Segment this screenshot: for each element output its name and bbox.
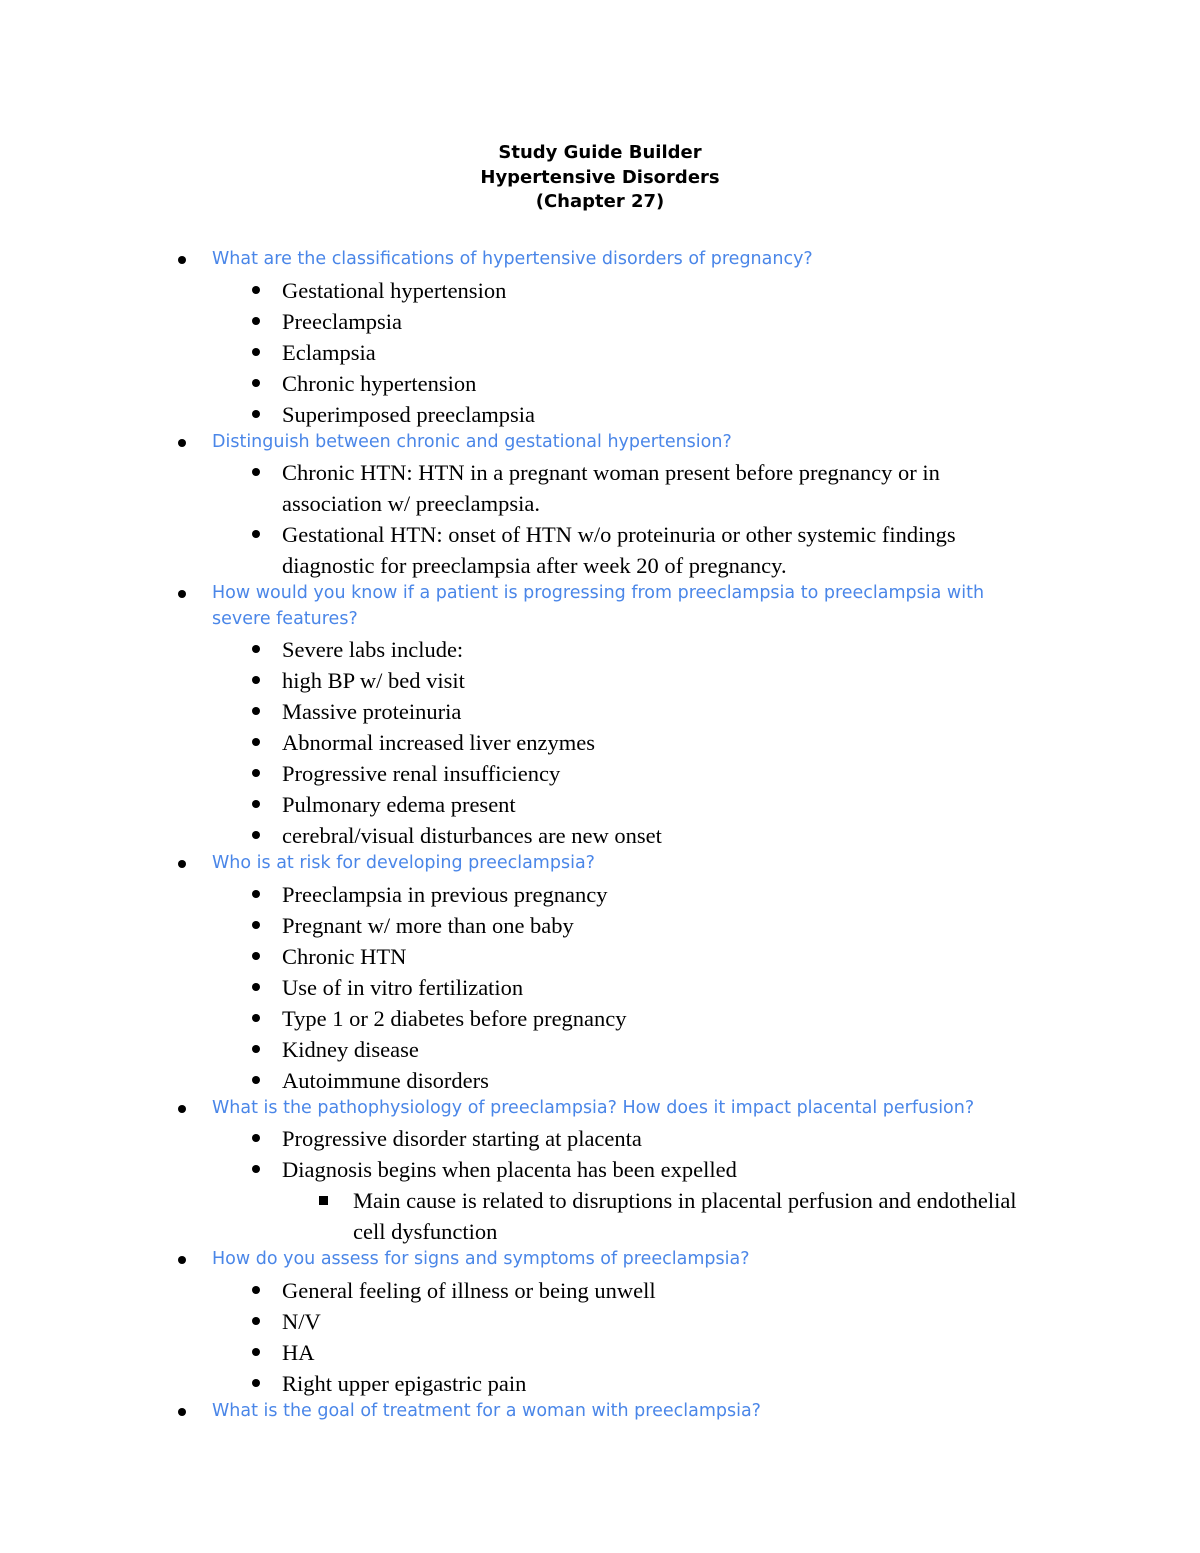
question-text: What are the classifications of hypertensive disorders of pregnancy? [212, 249, 813, 269]
bullet-icon [252, 1076, 260, 1084]
chapter-line: (Chapter 27) [535, 191, 665, 212]
bullet-icon [252, 1317, 260, 1325]
answer-item [0, 1368, 1200, 1399]
answer-item [0, 910, 1200, 941]
answer-item [0, 1306, 1200, 1337]
answer-item [0, 820, 1200, 851]
question-text: Distinguish between chronic and gestational hypertension? [212, 431, 732, 452]
answer-item [0, 727, 1200, 758]
bullet-icon [252, 707, 260, 715]
bullet-icon [252, 1134, 260, 1142]
bullet-icon [252, 769, 260, 777]
answer-text: Severe labs include: [282, 637, 464, 662]
answer-text: Preeclampsia in previous pregnancy [282, 881, 608, 907]
answer-item [0, 399, 1200, 430]
answer-text: Gestational HTN: onset of HTN w/o proteinuria or other systemic findings diagnostic for preeclampsia after week 20 of pregnancy. [282, 522, 956, 578]
answer-item [0, 789, 1200, 820]
bullet-icon [252, 890, 260, 898]
question-item [0, 581, 1200, 851]
question-item [0, 247, 1200, 430]
question-list [0, 247, 1200, 1426]
answer-item [0, 457, 1200, 519]
answer-text: Kidney disease [282, 1036, 419, 1062]
bullet-icon [252, 410, 260, 418]
bullet-icon [178, 256, 186, 264]
answer-text: Chronic HTN: HTN in a pregnant woman present before pregnancy or in association w/ preeclampsia. [282, 460, 940, 516]
bullet-icon [252, 645, 260, 653]
answer-text: Chronic HTN [282, 943, 407, 969]
answer-text: high BP w/ bed visit [282, 668, 465, 693]
answer-item [0, 1034, 1200, 1065]
answer-text: Use of in vitro fertilization [282, 974, 524, 1000]
answer-text: Diagnosis begins when placenta has been expelled [282, 1157, 737, 1182]
answer-item [0, 1003, 1200, 1034]
answer-text: Right upper epigastric pain [282, 1370, 527, 1396]
bullet-icon [252, 468, 260, 476]
bullet-icon [252, 348, 260, 356]
answer-list [0, 275, 1200, 430]
answer-item [0, 696, 1200, 727]
answer-text: cerebral/visual disturbances are new onset [282, 823, 662, 848]
answer-item [0, 1123, 1200, 1154]
answer-item [0, 337, 1200, 368]
subtitle-line: Hypertensive Disorders [480, 166, 720, 188]
bullet-icon [178, 439, 186, 447]
sub-answer-list [0, 1185, 1200, 1247]
bullet-icon [252, 738, 260, 746]
bullet-icon [252, 800, 260, 808]
answer-list [0, 879, 1200, 1096]
bullet-icon [252, 921, 260, 929]
bullet-icon [252, 317, 260, 325]
answer-text: General feeling of illness or being unwell [282, 1277, 656, 1303]
answer-item [0, 519, 1200, 581]
question-item [0, 1247, 1200, 1399]
bullet-icon [252, 379, 260, 387]
bullet-icon [252, 952, 260, 960]
bullet-icon [252, 1014, 260, 1022]
answer-item [0, 758, 1200, 789]
answer-item [0, 879, 1200, 910]
question-item [0, 1399, 1200, 1427]
bullet-icon [252, 831, 260, 839]
answer-list [0, 634, 1200, 851]
answer-item [0, 972, 1200, 1003]
bullet-icon [252, 1286, 260, 1294]
bullet-icon [252, 1045, 260, 1053]
title-line: Study Guide Builder [498, 142, 702, 163]
question-text: What is the pathophysiology of preeclampsia? How does it impact placental perfusion? [212, 1097, 975, 1118]
answer-text: Abnormal increased liver enzymes [282, 730, 596, 755]
question-item [0, 1096, 1200, 1248]
bullet-icon [178, 1256, 186, 1264]
answer-list [0, 1123, 1200, 1247]
bullet-icon [252, 286, 260, 294]
bullet-icon [252, 1379, 260, 1387]
question-item [0, 851, 1200, 1096]
answer-text: Massive proteinuria [282, 699, 462, 724]
answer-text: Preeclampsia [282, 308, 402, 334]
square-bullet-icon [319, 1196, 328, 1205]
answer-item [0, 634, 1200, 665]
question-text: How do you assess for signs and symptoms of preeclampsia? [212, 1249, 750, 1269]
document-title [0, 141, 1200, 215]
answer-text: Eclampsia [282, 339, 376, 365]
answer-item [0, 1275, 1200, 1306]
answer-item [0, 1065, 1200, 1096]
question-item [0, 430, 1200, 582]
bullet-icon [252, 676, 260, 684]
question-text: How would you know if a patient is progressing from preeclampsia to preeclampsia with severe features? [212, 583, 985, 629]
answer-item [0, 941, 1200, 972]
answer-text: N/V [282, 1308, 321, 1334]
answer-item [0, 1154, 1200, 1247]
bullet-icon [178, 1408, 186, 1416]
answer-text: Progressive renal insufficiency [282, 761, 561, 786]
answer-item [0, 665, 1200, 696]
answer-item [0, 368, 1200, 399]
answer-list [0, 1275, 1200, 1399]
bullet-icon [252, 530, 260, 538]
answer-text: Superimposed preeclampsia [282, 401, 536, 427]
answer-text: Gestational hypertension [282, 277, 507, 303]
bullet-icon [178, 1105, 186, 1113]
question-text: What is the goal of treatment for a woman with preeclampsia? [212, 1400, 761, 1421]
answer-text: Autoimmune disorders [282, 1067, 489, 1093]
bullet-icon [178, 590, 186, 598]
answer-text: Chronic hypertension [282, 370, 477, 396]
answer-text: Type 1 or 2 diabetes before pregnancy [282, 1005, 627, 1031]
answer-text: Pregnant w/ more than one baby [282, 912, 574, 938]
bullet-icon [252, 983, 260, 991]
answer-list [0, 457, 1200, 581]
bullet-icon [252, 1348, 260, 1356]
sub-answer-item [0, 1185, 1200, 1247]
answer-item [0, 1337, 1200, 1368]
answer-item [0, 306, 1200, 337]
answer-text: Progressive disorder starting at placenta [282, 1126, 642, 1151]
answer-text: Pulmonary edema present [282, 792, 516, 817]
answer-text: HA [282, 1339, 315, 1365]
answer-item [0, 275, 1200, 306]
bullet-icon [178, 860, 186, 868]
question-text: Who is at risk for developing preeclampsia? [212, 853, 595, 873]
bullet-icon [252, 1165, 260, 1173]
sub-answer-text: Main cause is related to disruptions in placental perfusion and endothelial cell dysfunction [353, 1188, 1017, 1244]
